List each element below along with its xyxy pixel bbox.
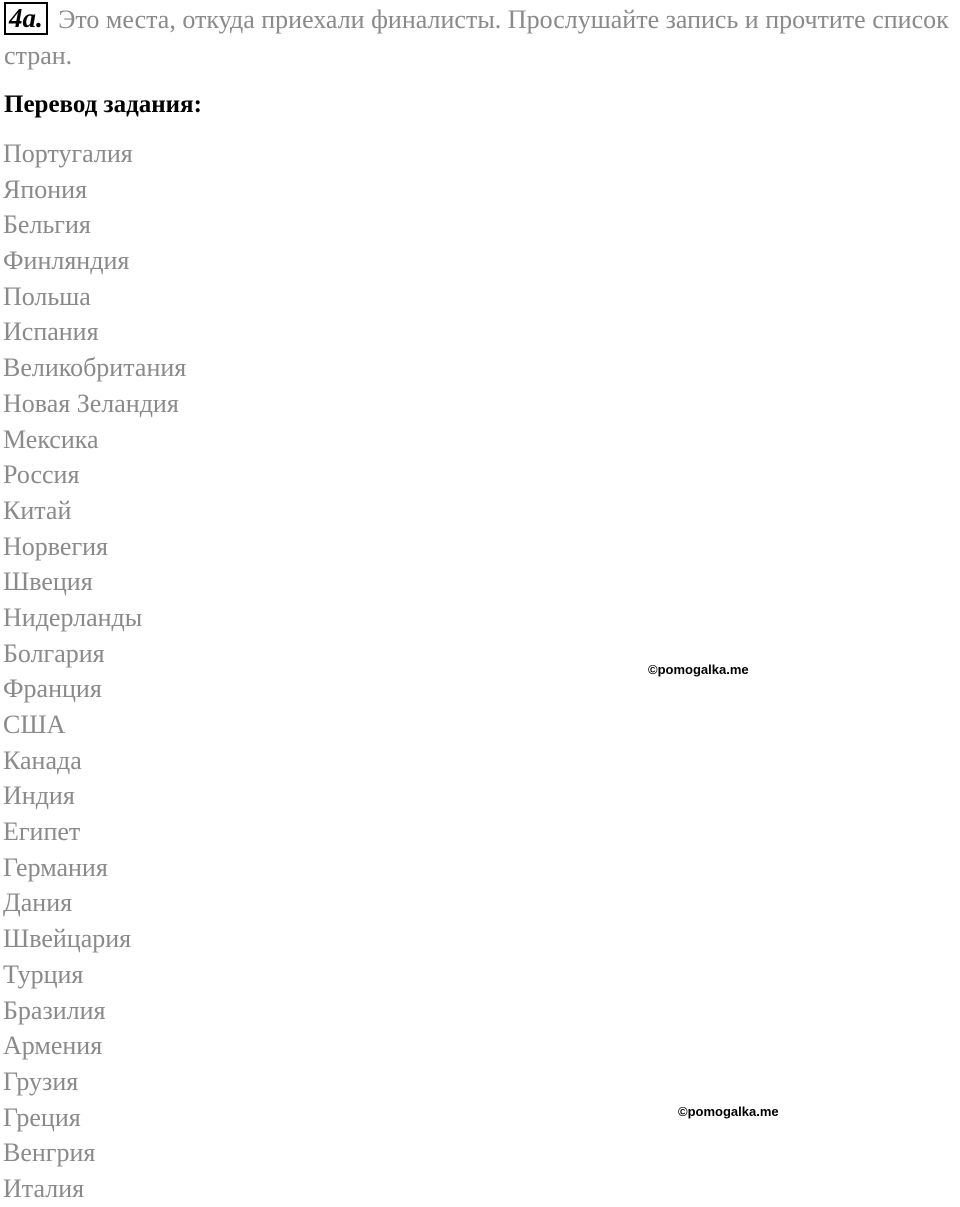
country-item: Германия — [3, 852, 108, 882]
country-item: Новая Зеландия — [3, 388, 179, 418]
country-item: Китай — [3, 495, 72, 525]
country-item: США — [3, 710, 66, 739]
country-item: Индия — [3, 781, 75, 811]
country-item: Египет — [3, 817, 81, 847]
task-statement — [4, 2, 956, 74]
country-item: Япония — [3, 174, 88, 204]
country-item: Мексика — [3, 424, 99, 454]
country-item: Бельгия — [3, 210, 91, 240]
country-item: Болгария — [3, 638, 105, 668]
country-list — [3, 136, 186, 1207]
translation-heading: Перевод задания: — [4, 91, 202, 118]
country-item: Великобритания — [3, 353, 187, 383]
country-item: Нидерланды — [3, 602, 143, 632]
country-item: Греция — [3, 1102, 81, 1132]
country-item: Грузия — [3, 1066, 79, 1096]
country-item: Канада — [3, 745, 82, 775]
country-item: Португалия — [3, 139, 133, 168]
country-item: Испания — [3, 317, 99, 347]
country-item: Франция — [3, 674, 102, 704]
country-item: Швеция — [3, 567, 93, 597]
country-item: Армения — [3, 1031, 103, 1061]
country-item: Польша — [3, 281, 91, 311]
country-item: Швейцария — [3, 924, 132, 954]
country-item: Финляндия — [3, 246, 130, 276]
watermark: ©pomogalka.me — [678, 1104, 779, 1119]
task-number-badge: 4a. — [4, 2, 48, 35]
country-item: Турция — [3, 959, 84, 989]
task-text: Это места, откуда приехали финалисты. Прослушайте запись и прочтите список стран. — [4, 5, 949, 70]
watermark: ©pomogalka.me — [648, 662, 749, 677]
country-item: Бразилия — [3, 995, 106, 1025]
country-item: Норвегия — [3, 531, 108, 561]
country-item: Италия — [3, 1173, 85, 1203]
country-item: Венгрия — [3, 1138, 96, 1168]
country-item: Дания — [3, 888, 73, 918]
country-item: Россия — [3, 460, 80, 490]
